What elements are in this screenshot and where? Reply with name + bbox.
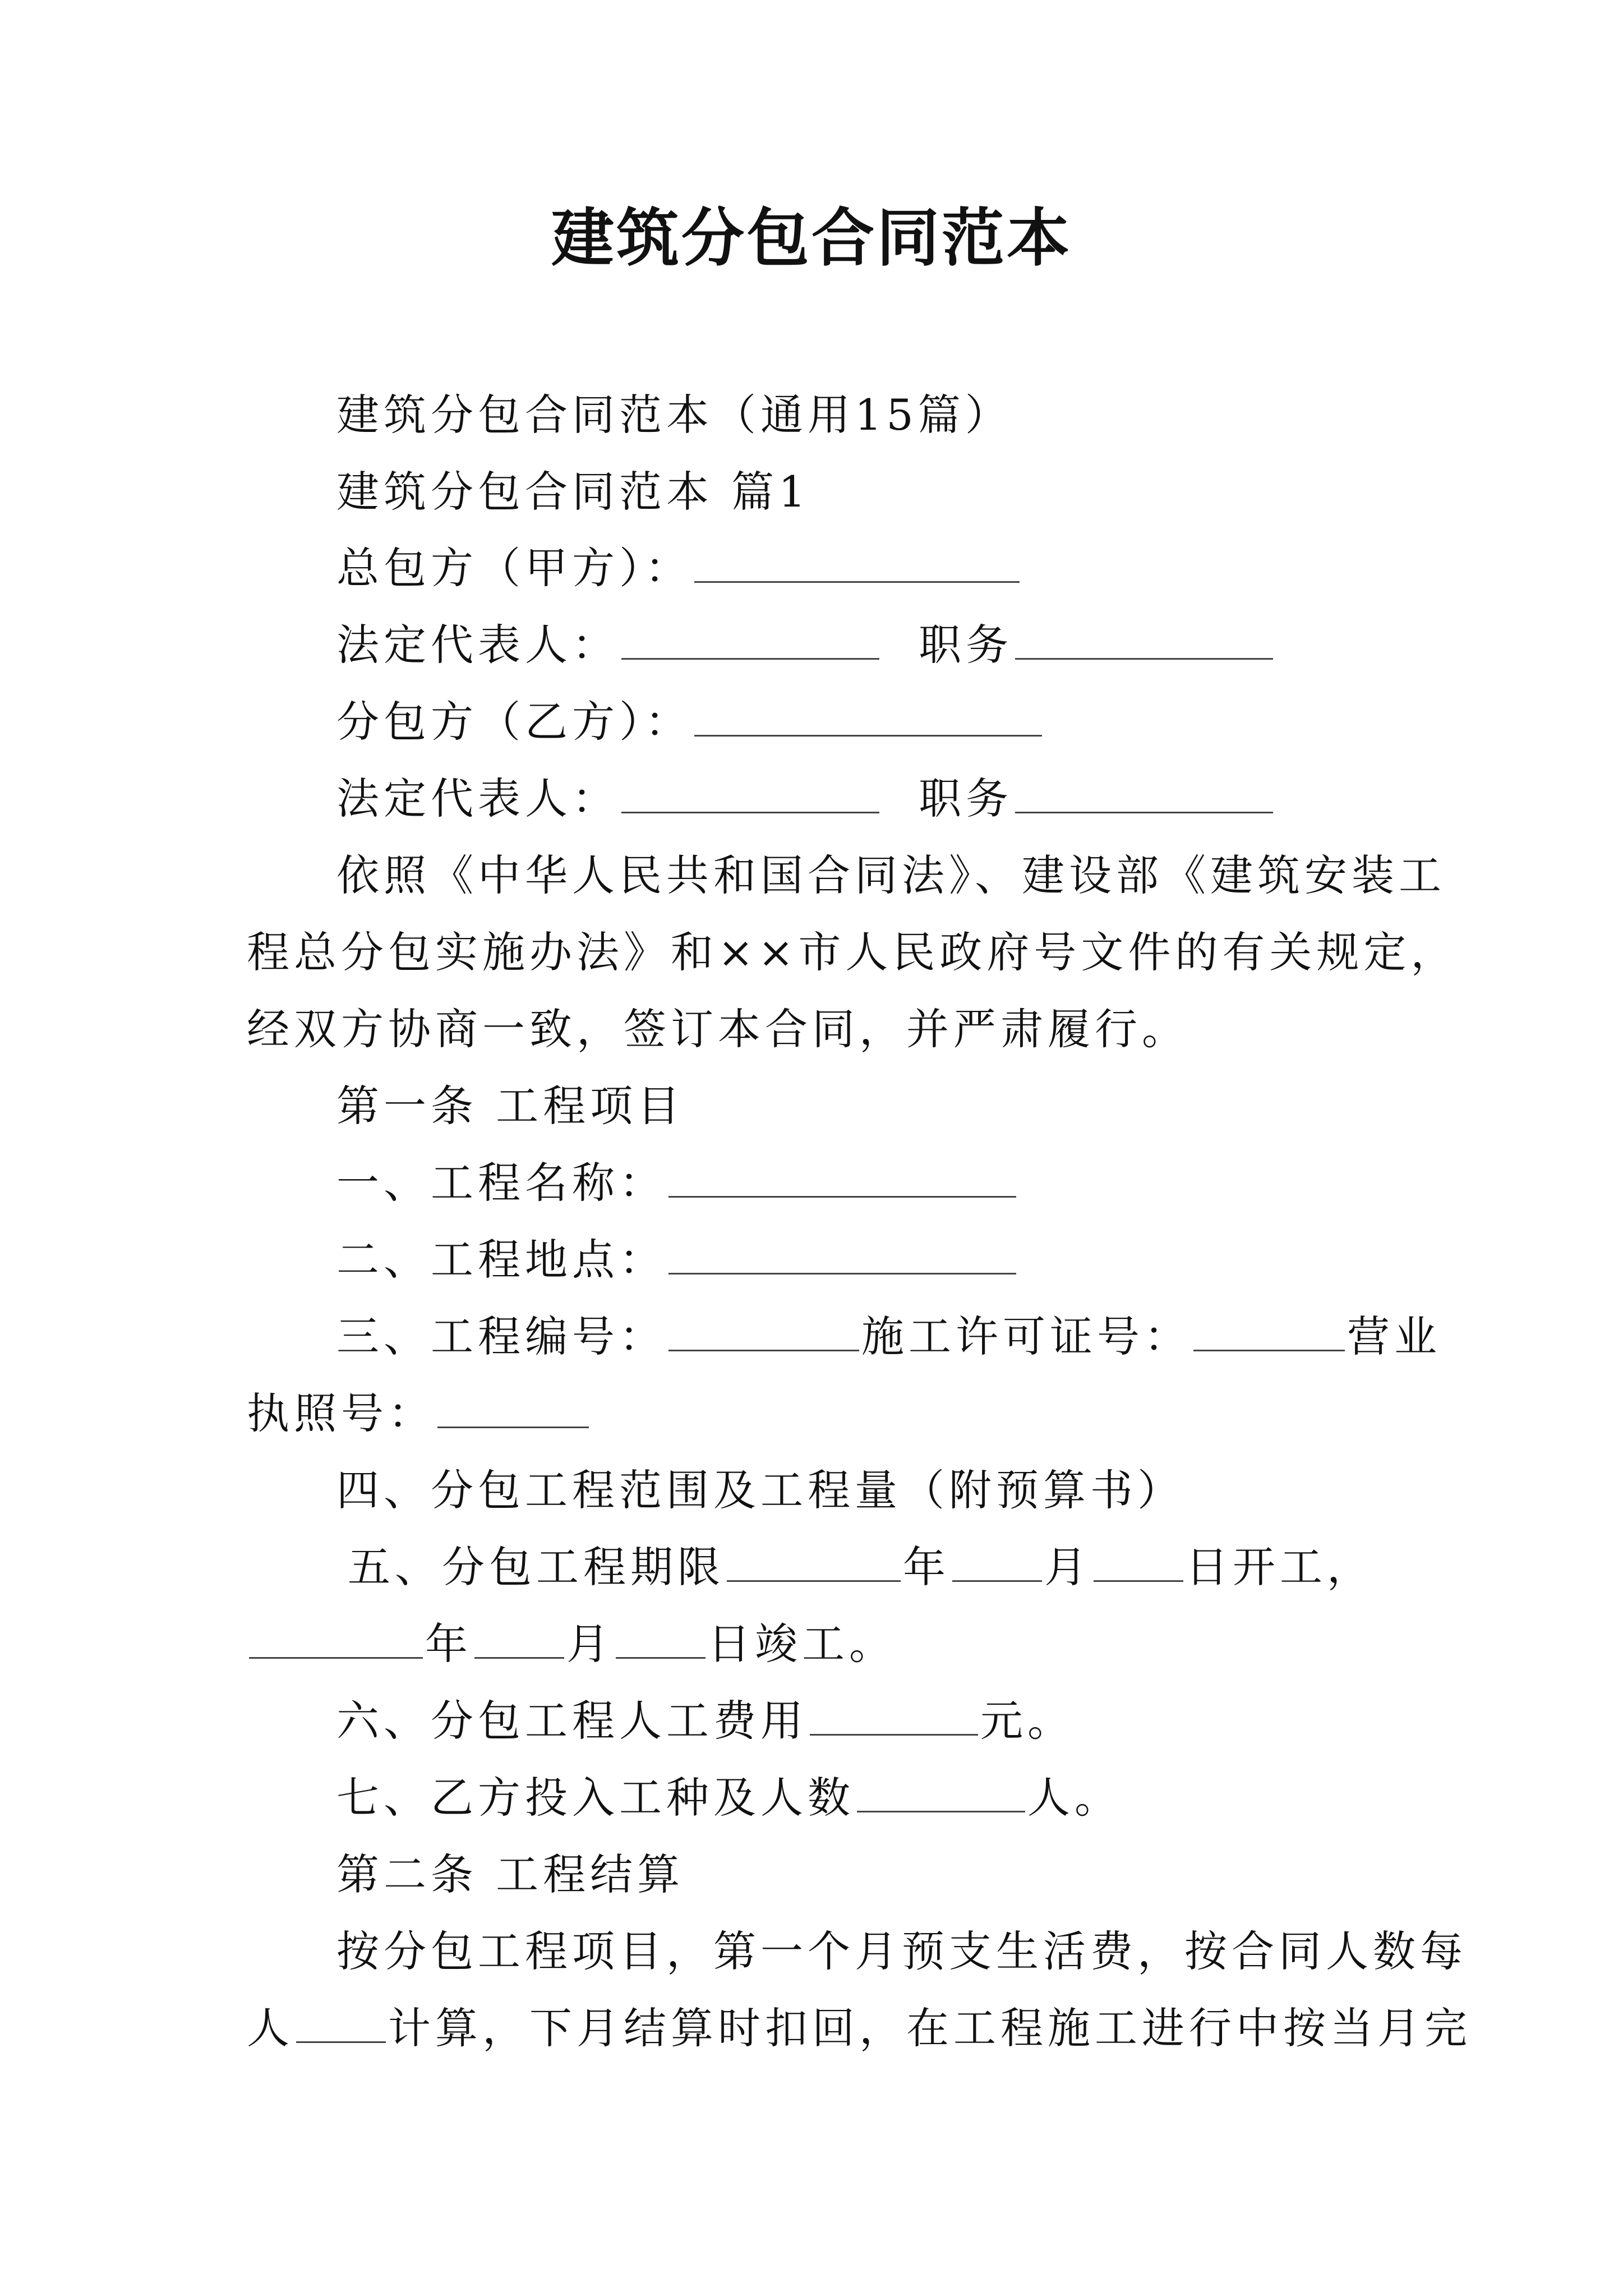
labor-cost-line (336, 1690, 1075, 1752)
project-name-label: 一、工程名称： (336, 1158, 666, 1208)
general-contractor-label: 总包方（甲方）： (336, 543, 692, 593)
license-number-blank (437, 1387, 589, 1428)
start-month-label: 月 (1044, 1542, 1091, 1592)
project-location-line (336, 1229, 1018, 1291)
subcontractor-blank (694, 696, 1042, 737)
subcontractor-label: 分包方（乙方）： (336, 697, 692, 747)
period-line (348, 1536, 1374, 1598)
preamble-line-2: 程总分包实施办法》和××市人民政府号文件的有关规定， (247, 927, 1458, 977)
position-blank-2 (1015, 772, 1273, 813)
article-2-heading: 第二条 工程结算 (336, 1849, 685, 1899)
settlement-line-2-start: 人 (247, 2003, 294, 2053)
settlement-line-2 (247, 1998, 1472, 2059)
general-contractor-blank (694, 542, 1020, 583)
end-month-blank (474, 1618, 564, 1659)
project-location-blank (668, 1234, 1016, 1274)
start-year-blank (727, 1541, 901, 1582)
article-1-heading: 第一条 工程项目 (336, 1081, 685, 1131)
labor-cost-blank (810, 1695, 978, 1736)
legal-rep-line-1 (336, 614, 1275, 676)
legal-rep-label-1: 法定代表人： (336, 620, 619, 670)
position-label-2: 职务 (919, 774, 1013, 823)
license-label-start: 营业 (1347, 1312, 1441, 1361)
preamble-line-3: 经双方协商一致，签订本合同，并严肃履行。 (247, 1004, 1189, 1054)
position-blank-1 (1015, 619, 1273, 660)
period-label: 五、分包工程期限 (348, 1542, 725, 1592)
general-contractor-line (336, 537, 1022, 599)
license-label-end: 执照号： (247, 1388, 435, 1438)
start-day-label: 日开工， (1186, 1542, 1374, 1592)
start-year-label: 年 (903, 1542, 950, 1592)
license-number-line (247, 1383, 591, 1444)
end-day-blank (616, 1618, 706, 1659)
legal-rep-label-2: 法定代表人： (336, 774, 619, 823)
document-title: 建筑分包合同范本 (551, 201, 1072, 275)
subcontractor-line (336, 691, 1044, 753)
workers-label: 七、乙方投入工种及人数 (336, 1773, 855, 1823)
start-day-blank (1094, 1541, 1183, 1582)
period-end-line (247, 1613, 896, 1675)
legal-rep-blank-1 (621, 619, 879, 660)
project-name-blank (668, 1157, 1016, 1198)
document-subtitle: 建筑分包合同范本（通用15篇） (336, 390, 1012, 440)
legal-rep-line-2 (336, 768, 1275, 830)
end-day-label: 日竣工。 (708, 1619, 896, 1669)
project-number-label: 三、工程编号： (336, 1312, 666, 1361)
settlement-line-1: 按分包工程项目，第一个月预支生活费，按合同人数每 (336, 1926, 1467, 1976)
legal-rep-blank-2 (621, 772, 879, 813)
section-heading: 建筑分包合同范本 篇1 (336, 467, 810, 517)
permit-number-blank (1193, 1310, 1345, 1351)
labor-cost-unit: 元。 (980, 1696, 1075, 1746)
project-location-label: 二、工程地点： (336, 1235, 666, 1285)
per-person-blank (296, 2002, 386, 2043)
start-month-blank (952, 1541, 1042, 1582)
workers-blank (857, 1772, 1025, 1812)
workers-line (336, 1767, 1122, 1829)
workers-unit: 人。 (1027, 1773, 1122, 1823)
project-number-line (336, 1306, 1441, 1368)
settlement-line-2-rest: 计算，下月结算时扣回，在工程施工进行中按当月完 (388, 2003, 1472, 2053)
scope-line: 四、分包工程范围及工程量（附预算书） (336, 1465, 1184, 1515)
project-name-line (336, 1152, 1018, 1214)
position-label-1: 职务 (919, 620, 1013, 670)
labor-cost-label: 六、分包工程人工费用 (336, 1696, 808, 1746)
end-month-label: 月 (566, 1619, 614, 1669)
preamble-line-1: 依照《中华人民共和国合同法》、建设部《建筑安装工 (336, 850, 1446, 900)
end-year-label: 年 (425, 1619, 472, 1669)
end-year-blank (249, 1618, 423, 1659)
project-number-blank (668, 1310, 859, 1351)
permit-number-label: 施工许可证号： (861, 1312, 1191, 1361)
